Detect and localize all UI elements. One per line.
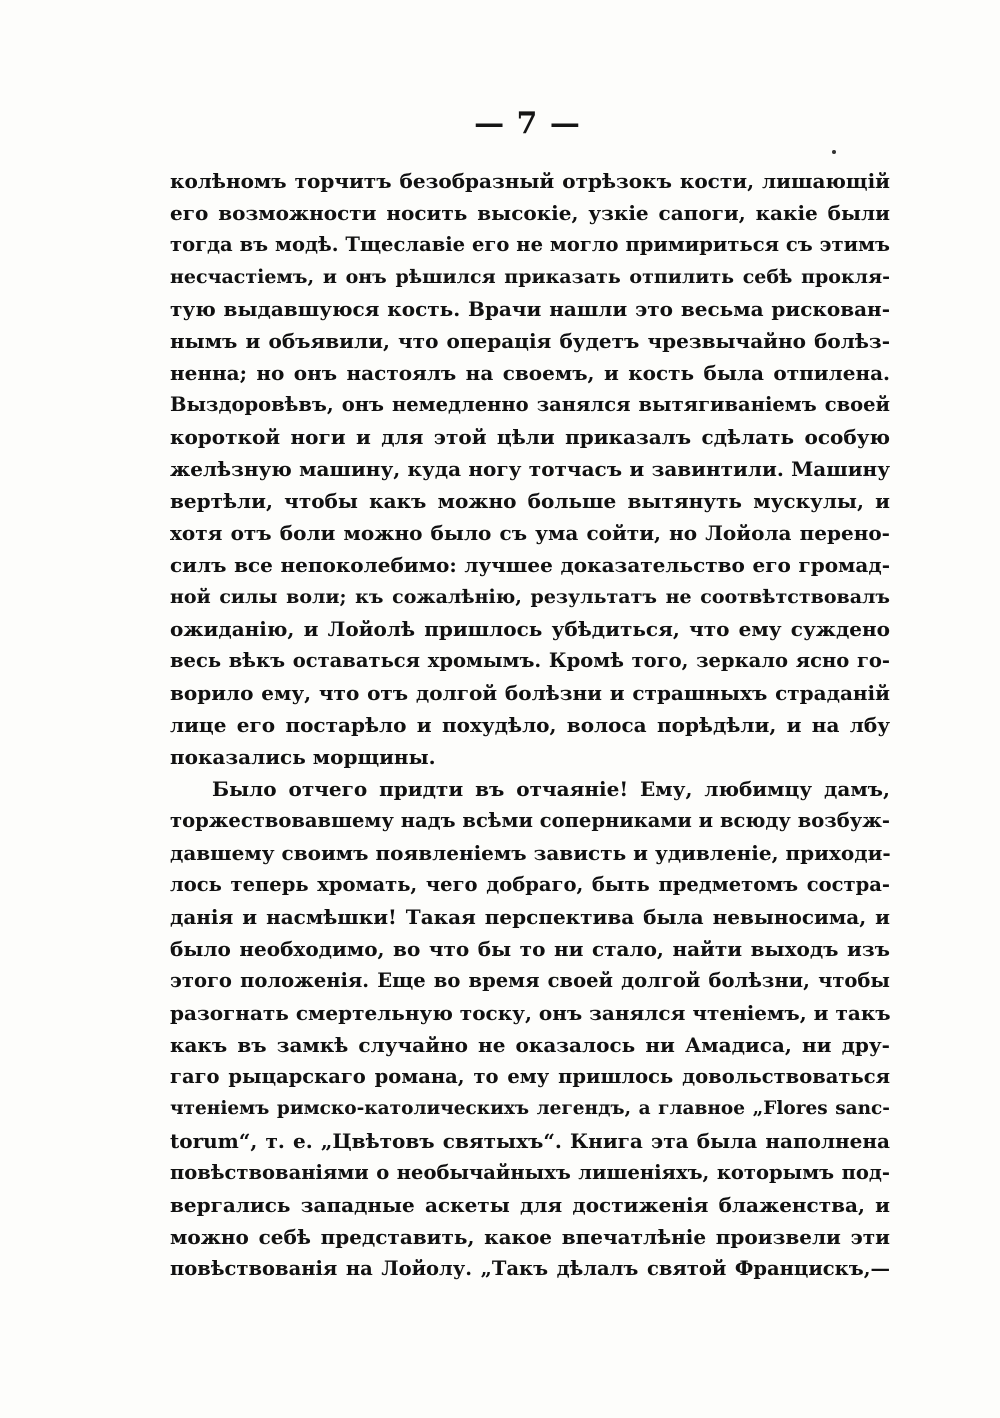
text-line: его возможности носить высокіе, узкіе сапоги, какіе были: [170, 201, 890, 225]
page-number: — 7 —: [474, 106, 581, 141]
paragraph-1: [170, 165, 890, 773]
text-line: лось теперь хромать, чего добраго, быть предметомъ состра-: [170, 873, 890, 896]
text-line: вертѣли, чтобы какъ можно больше вытянуть мускулы, и: [170, 489, 890, 513]
text-line: какъ въ замкѣ случайно не оказалось ни Амадиса, ни дру-: [170, 1033, 890, 1057]
text-line: torum“, т. е. „Цвѣтовъ святыхъ“. Книга эта была наполнена: [170, 1129, 890, 1153]
text-line: повѣствованіями о необычайныхъ лишеніяхъ, которымъ под-: [170, 1161, 890, 1184]
text-line: разогнать смертельную тоску, онъ занялся чтеніемъ, и такъ: [170, 1001, 891, 1025]
text-line: чтеніемъ римско-католическихъ легендъ, а главное „Flores sanc-: [170, 1098, 890, 1119]
text-line: тогда въ модѣ. Тщеславіе его не могло примириться съ этимъ: [170, 233, 890, 256]
text-line: вергались западные аскеты для достиженія блаженства, и: [170, 1193, 890, 1217]
text-line: короткой ноги и для этой цѣли приказалъ сдѣлать особую: [170, 425, 890, 449]
text-line: повѣствованія на Лойолу. „Такъ дѣлалъ святой Францискъ,—: [170, 1257, 890, 1280]
text-line: весь вѣкъ оставаться хромымъ. Кромѣ того, зеркало ясно го-: [170, 649, 890, 672]
text-line: Выздоровѣвъ, онъ немедленно занялся вытягиваніемъ своей: [170, 393, 890, 416]
text-line: хотя отъ боли можно было съ ума сойти, но Лойола перено-: [170, 521, 890, 545]
text-line: этого положенія. Еще во время своей долгой болѣзни, чтобы: [170, 969, 890, 992]
body-text: [170, 165, 890, 1285]
text-line: данія и насмѣшки! Такая перспектива была невыносима, и: [170, 905, 890, 929]
text-line: желѣзную машину, куда ногу тотчасъ и завинтили. Машину: [170, 457, 890, 481]
text-line: колѣномъ торчитъ безобразный отрѣзокъ кости, лишающій: [170, 169, 890, 193]
text-line: нымъ и объявили, что операція будетъ чрезвычайно болѣз-: [170, 329, 890, 353]
text-line: Было отчего придти въ отчаяніе! Ему, любимцу дамъ,: [212, 777, 890, 801]
text-line: ной силы воли; къ сожалѣнію, результатъ не соотвѣтствовалъ: [170, 586, 890, 608]
text-line: торжествовавшему надъ всѣми соперниками и всюду возбуж-: [170, 809, 890, 832]
text-line: силъ все непоколебимо: лучшее доказательство его громад-: [170, 553, 890, 577]
text-line: давшему своимъ появленіемъ зависть и удивленіе, приходи-: [170, 841, 891, 865]
print-speck: [832, 150, 836, 154]
text-line: лице его постарѣло и похудѣло, волоса порѣдѣли, и на лбу: [170, 713, 890, 737]
text-line: ожиданію, и Лойолѣ пришлось убѣдиться, что ему суждено: [170, 617, 890, 641]
text-line: показались морщины.: [170, 745, 436, 769]
text-line: несчастіемъ, и онъ рѣшился приказать отпилить себѣ прокля-: [170, 266, 890, 288]
text-line: было необходимо, во что бы то ни стало, найти выходъ изъ: [170, 937, 890, 961]
text-line: тую выдавшуюся кость. Врачи нашли это весьма рискован-: [170, 297, 890, 321]
text-line: можно себѣ представить, какое впечатлѣніе произвели эти: [170, 1225, 890, 1249]
paragraph-2: [170, 773, 890, 1285]
text-line: гаго рыцарскаго романа, то ему пришлось довольствоваться: [170, 1065, 890, 1088]
text-line: ненна; но онъ настоялъ на своемъ, и кость была отпилена.: [170, 361, 890, 385]
text-line: ворило ему, что отъ долгой болѣзни и страшныхъ страданій: [170, 681, 890, 705]
